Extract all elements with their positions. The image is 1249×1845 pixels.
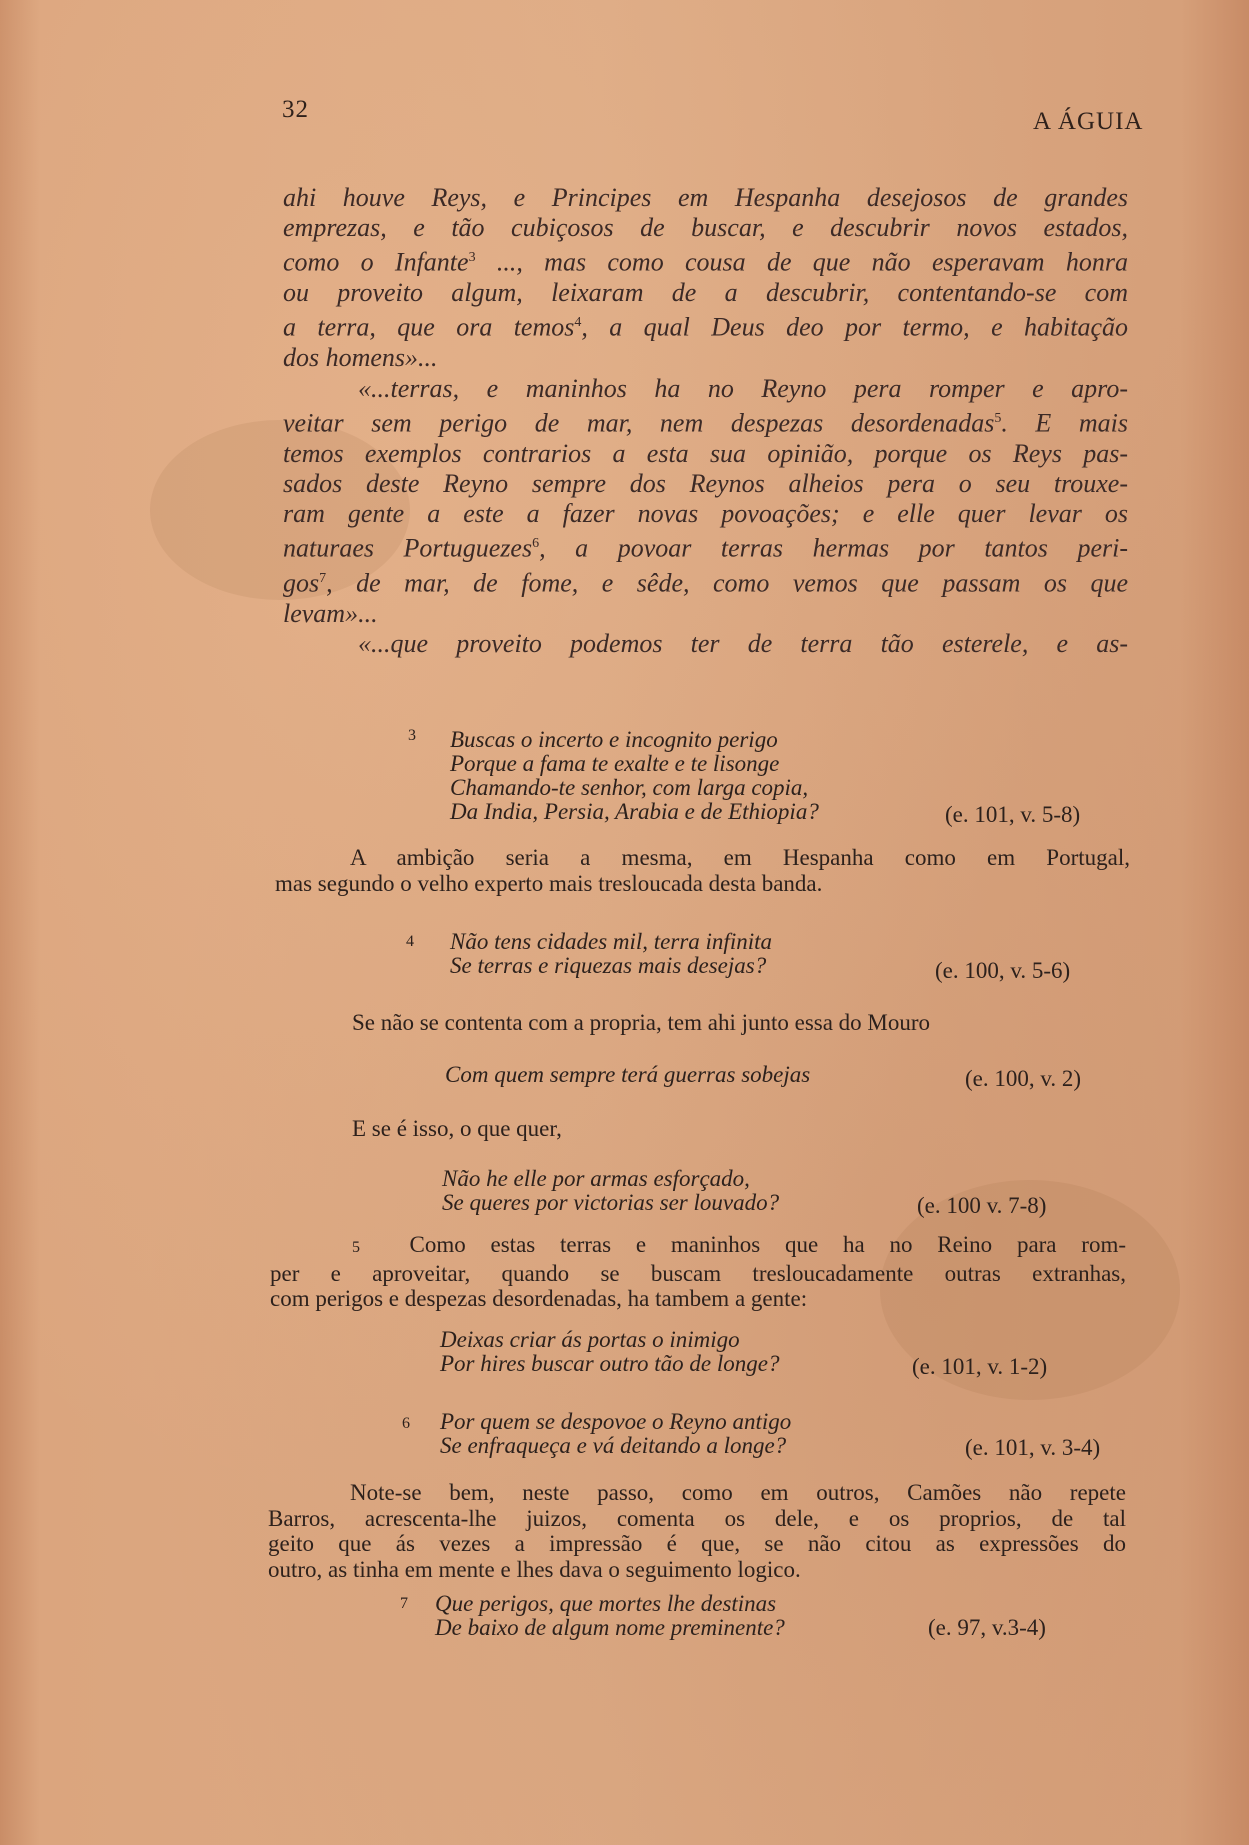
running-title: A ÁGUIA (1033, 108, 1144, 135)
footnote-6-comment (268, 1480, 1126, 1582)
verse-line: Não tens cidades mil, terra infinita (450, 929, 772, 954)
text-span: Como estas terras e maninhos que ha no Reino para rom- (409, 1232, 1126, 1257)
verse-line: Com quem sempre terá guerras sobejas (445, 1062, 811, 1087)
footnote-number: 4 (406, 933, 414, 950)
prose-line: com perigos e despezas desordenadas, ha tambem a gente: (270, 1286, 808, 1312)
prose-line: per e aproveitar, quando se buscam tresloucadamente outras extranhas, (270, 1260, 1126, 1286)
verse-reference: (e. 100 v. 7-8) (917, 1193, 1047, 1218)
footnote-number: 5 (352, 1239, 360, 1256)
footnote-ref-7: 7 (319, 571, 327, 587)
verse-line: Por hires buscar outro tão de longe? (440, 1351, 780, 1376)
verse-line: Se enfraqueça e vá deitando a longe? (440, 1433, 787, 1458)
footnote-ref-3: 3 (468, 250, 476, 266)
verse-line: Que perigos, que mortes lhe destinas (435, 1591, 777, 1616)
prose-line: geito que ás vezes a impressão é que, se não citou as expressões do (268, 1531, 1126, 1557)
main-quotation-text (283, 183, 1128, 659)
prose-line: Barros, acrescenta-lhe juizos, comenta os dele, e os proprios, de tal (268, 1505, 1126, 1531)
verse-line: Por quem se despovoe o Reyno antigo (440, 1409, 792, 1434)
prose-line (270, 1232, 1126, 1261)
verse-reference: (e. 100, v. 2) (965, 1066, 1082, 1091)
prose-line: mas segundo o velho experto mais tresloucada desta banda. (275, 870, 823, 896)
prose-line: Note-se bem, neste passo, como em outros, Camões não repete (350, 1480, 1126, 1505)
text-line: ou proveito algum, leixaram de a descubrir, contentando-se com (283, 278, 1128, 308)
verse-line: Da India, Persia, Arabia e de Ethiopia? (450, 799, 819, 824)
footnote-4-verse (442, 1167, 779, 1215)
footnote-number: 7 (400, 1595, 408, 1612)
footnote-number: 3 (408, 727, 416, 744)
footnote-5-verse (440, 1328, 779, 1376)
text-line: emprezas, e tão cubiçosos de buscar, e descubrir novos estados, (283, 213, 1128, 243)
footnote-ref-4: 4 (574, 315, 582, 331)
footnote-4-comment: E se é isso, o que quer, (352, 1116, 562, 1141)
text-span: a terra, que ora temos (283, 313, 575, 343)
text-line (283, 308, 1128, 343)
text-line: «...terras, e maninhos ha no Reyno pera romper e apro- (358, 373, 1128, 403)
verse-reference: (e. 101, v. 3-4) (965, 1435, 1101, 1460)
text-line (283, 529, 1128, 564)
verse-line: Se queres por victorias ser louvado? (442, 1190, 780, 1215)
footnote-ref-5: 5 (994, 410, 1002, 426)
verse-reference: (e. 101, v. 1-2) (912, 1354, 1048, 1379)
page-number: 32 (282, 96, 309, 123)
footnote-5-comment (270, 1232, 1126, 1312)
verse-line: Se terras e riquezas mais desejas? (450, 953, 767, 978)
text-span: ..., mas como cousa de que não esperavam honra (475, 248, 1129, 278)
text-line: ram gente a este a fazer novas povoações; e elle quer levar os (283, 499, 1128, 528)
footnote-7-number (400, 1588, 408, 1614)
text-span: veitar sem perigo de mar, nem despezas desordenadas (283, 408, 995, 438)
text-line: dos homens»... (283, 343, 438, 373)
text-line (283, 404, 1128, 439)
verse-line: Chamando-te senhor, com larga copia, (450, 775, 809, 800)
text-span: , a povoar terras hermas por tantos peri- (539, 533, 1128, 563)
prose-line: A ambição seria a mesma, em Hespanha como em Portugal, (350, 845, 1130, 870)
footnote-number: 6 (402, 1415, 410, 1432)
footnote-7-verse (435, 1592, 785, 1640)
text-line (283, 564, 1128, 599)
footnote-6-verse (440, 1410, 791, 1458)
footnote-3-verse (450, 728, 819, 824)
footnote-3-number (408, 720, 416, 746)
text-line (283, 243, 1128, 278)
footnote-6-number (402, 1408, 410, 1434)
verse-line: Deixas criar ás portas o inimigo (440, 1327, 740, 1352)
verse-reference: (e. 101, v. 5-8) (945, 802, 1081, 827)
verse-line: Porque a fama te exalte e te lisonge (450, 751, 780, 776)
text-span: . E mais (1001, 408, 1128, 438)
text-line: ahi houve Reys, e Principes em Hespanha desejosos de grandes (283, 183, 1128, 212)
footnote-4-verse (450, 930, 772, 978)
text-line: temos exemplos contrarios a esta sua opinião, porque os Reys pas- (283, 438, 1128, 468)
footnote-4-comment: Se não se contenta com a propria, tem ahi junto essa do Mouro (352, 1010, 931, 1035)
text-line: «...que proveito podemos ter de terra tão esterele, e as- (358, 629, 1128, 659)
footnote-3-comment (275, 845, 1130, 896)
text-span: gos (283, 568, 320, 598)
text-line: levam»... (283, 598, 378, 628)
footnote-4-number (406, 926, 414, 952)
verse-line: Não he elle por armas esforçado, (442, 1166, 750, 1191)
footnote-ref-6: 6 (532, 536, 540, 552)
verse-reference: (e. 100, v. 5-6) (935, 958, 1071, 983)
verse-reference: (e. 97, v.3-4) (928, 1615, 1046, 1640)
prose-line: outro, as tinha em mente e lhes dava o seguimento logico. (268, 1556, 801, 1582)
text-span: como o Infante (283, 248, 469, 278)
text-span: , a qual Deus deo por termo, e habitação (581, 313, 1128, 343)
text-span: naturaes Portuguezes (283, 533, 533, 563)
verse-line: De baixo de algum nome preminente? (435, 1615, 785, 1640)
verse-line: Buscas o incerto e incognito perigo (450, 727, 778, 752)
text-line: sados deste Reyno sempre dos Reynos alheios pera o seu trouxe- (283, 468, 1128, 498)
text-span: , de mar, de fome, e sêde, como vemos que passam os que (326, 568, 1128, 598)
